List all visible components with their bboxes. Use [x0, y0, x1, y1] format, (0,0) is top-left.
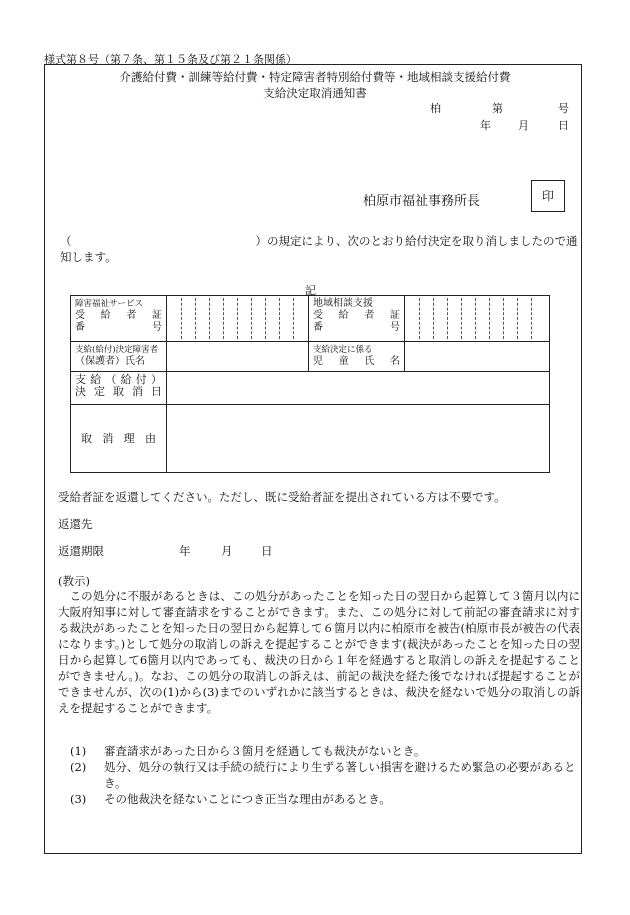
chiiki-cert-number-field[interactable] — [405, 296, 550, 342]
list-item-text: 処分、処分の執行又は手続の続行により生ずる著しい損害を避けるため緊急の必要があるとき。 — [104, 760, 576, 790]
recipient-name-field[interactable] — [167, 342, 309, 372]
service-label-small: 障害福祉サービス — [75, 299, 144, 309]
recipient-label-line2: （保護者）氏名 — [75, 356, 145, 368]
doc-date-day: 日 — [558, 119, 569, 132]
document-title-line2: 支給決定取消通知書 — [263, 86, 367, 100]
list-item-number: (2) — [70, 760, 87, 774]
doc-date-month: 月 — [518, 119, 529, 132]
doc-number-suffix: 号 — [558, 102, 569, 115]
reason-field[interactable] — [167, 404, 550, 472]
recipient-label-small: 支給(給付)決定障害者 — [75, 345, 159, 356]
list-item-number: (1) — [70, 744, 87, 758]
notice-paragraph: （ ）の規定により、次のとおり給付決定を取り消しましたので通知します。 — [60, 234, 578, 264]
return-deadline-day: 日 — [261, 544, 273, 558]
chiiki-cert-label — [309, 296, 405, 342]
service-cert-number-field[interactable] — [167, 296, 309, 342]
chiiki-label-line3: 番号 — [313, 322, 400, 333]
list-item-text: 審査請求があった日から３箇月を経過しても裁決がないとき。 — [104, 744, 426, 758]
return-deadline-year: 年 — [179, 544, 191, 558]
service-cert-label — [71, 296, 167, 342]
service-label-line2: 受給者証 — [75, 310, 162, 321]
return-deadline-month: 月 — [221, 544, 233, 558]
form-number-label: 様式第８号（第７条、第１５条及び第２１条関係） — [44, 53, 297, 66]
recipient-name-label — [71, 342, 167, 372]
list-item — [58, 759, 580, 791]
child-name-label — [309, 342, 405, 372]
list-item-number: (3) — [70, 792, 87, 806]
doc-date-year: 年 — [480, 119, 491, 132]
table-row — [71, 372, 550, 404]
reason-label-text: 取消理由 — [81, 432, 156, 446]
list-item — [58, 743, 580, 759]
child-name-field[interactable] — [405, 342, 550, 372]
return-deadline-label: 返還期限 — [58, 544, 104, 558]
seal-box: 印 — [531, 180, 565, 212]
cancel-date-label — [71, 372, 167, 404]
return-note: 受給者証を返還してください。ただし、既に受給者証を提出されている方は不要です。 — [58, 490, 506, 504]
table-row — [71, 296, 550, 342]
chiiki-label-line2: 受給者証 — [313, 310, 400, 321]
doc-number-mid: 第 — [492, 102, 503, 115]
teaching-heading: (教示) — [58, 574, 90, 588]
cancel-date-line1: 支給（給付） — [75, 373, 162, 387]
table-row — [71, 342, 550, 372]
cancel-date-line2: 決定取消日 — [75, 385, 162, 399]
table-row — [71, 404, 550, 472]
child-label-line2: 児童氏名 — [313, 356, 400, 368]
ki-heading: 記 — [305, 284, 316, 297]
child-label-small: 支給決定に係る — [313, 345, 373, 356]
cancel-date-field[interactable] — [167, 372, 550, 404]
list-item — [58, 791, 580, 807]
return-to-label: 返還先 — [58, 517, 93, 531]
issuer-name: 柏原市福祉事務所長 — [363, 194, 481, 209]
chiiki-label-line1: 地域相談支援 — [313, 298, 373, 309]
teaching-body: この処分に不服があるときは、この処分があったことを知った日の翌日から起算して３箇月以内に大阪府知事に対して審査請求をすることができます。また、この処分に対して前記の審査請求に対する裁決があったことを知った日の翌日から起算して６箇月以内に柏原市を被告(柏原市長が被告の代表になります。)として処分の取消しの訴えを提起することができます(裁決があったことを知った日の翌日から起算して6箇月以内であっても、裁決の日から１年を経過すると取消しの訴えを提起することができません。)。なお、この処分の取消しの訴えは、前記の裁決を経た後でなければ提起することができませんが、次の(1)から(3)までのいずれかに該当するときは、裁決を経ないで処分の取消しの訴えを提起することができます。 — [58, 589, 580, 715]
document-title-line1: 介護給付費・訓練等給付費・特定障害者特別給付費等・地域相談支援給付費 — [119, 70, 511, 84]
doc-number-prefix: 柏 — [430, 102, 441, 115]
list-item-text: その他裁決を経ないことにつき正当な理由があるとき。 — [104, 792, 391, 806]
info-table — [70, 295, 550, 473]
reason-label — [71, 404, 167, 472]
service-label-line3: 番号 — [75, 322, 162, 333]
